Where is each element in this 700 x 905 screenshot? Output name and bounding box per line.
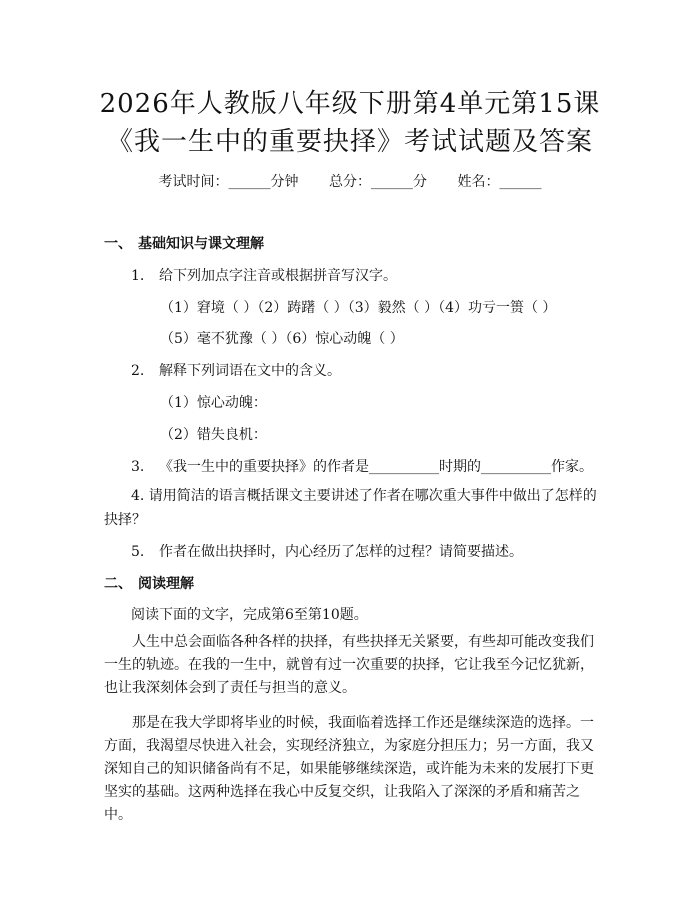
question-2-sub-1: （1）惊心动魄： xyxy=(160,395,267,411)
reading-instructions: 阅读下面的文字，完成第6至第10题。 xyxy=(131,607,368,623)
section-heading-basics xyxy=(104,233,264,253)
question-number: 3. xyxy=(131,459,145,475)
question-text: 解释下列词语在文中的含义。 xyxy=(159,363,341,379)
question-2-sub-2: （2）错失良机： xyxy=(160,427,267,443)
question-1 xyxy=(131,265,397,285)
section-title: 阅读理解 xyxy=(138,576,194,592)
section-number: 一、 xyxy=(104,236,132,252)
question-text: 《我一生中的重要抉择》的作者是__________时期的__________作家。 xyxy=(159,459,593,475)
question-number: 2. xyxy=(131,363,145,379)
page-title-line-2: 《我一生中的重要抉择》考试试题及答案 xyxy=(106,127,593,157)
question-text: 作者在做出抉择时，内心经历了怎样的过程？请简要描述。 xyxy=(159,544,523,560)
section-title: 基础知识与课文理解 xyxy=(138,236,264,252)
question-3 xyxy=(131,456,593,476)
total-score-field: 总分：______分 xyxy=(329,174,427,190)
reading-paragraph-1: 人生中总会面临各种各样的抉择，有些抉择无关紧要，有些却可能改变我们一生的轨迹。在我的一生中，就曾有过一次重要的抉择，它让我至今记忆犹新，也让我深刻体会到了责任与担当的意义。 xyxy=(104,634,594,696)
exam-time-field: 考试时间：______分钟 xyxy=(158,174,299,190)
section-heading-reading xyxy=(104,573,194,593)
question-2 xyxy=(131,360,341,380)
question-text: 给下列加点字注音或根据拼音写汉字。 xyxy=(159,268,397,284)
name-field: 姓名：______ xyxy=(457,174,542,190)
question-number: 1. xyxy=(131,268,145,284)
section-number: 二、 xyxy=(104,576,132,592)
question-5 xyxy=(131,541,523,561)
page-title-line-1: 2026年人教版八年级下册第4单元第15课 xyxy=(99,89,601,119)
question-4: 4. 请用简洁的语言概括课文主要讲述了作者在哪次重大事件中做出了怎样的抉择？ xyxy=(104,488,597,528)
question-number: 5. xyxy=(131,544,145,560)
reading-paragraph-2: 那是在我大学即将毕业的时候，我面临着选择工作还是继续深造的选择。一方面，我渴望尽快进入社会，实现经济独立，为家庭分担压力；另一方面，我又深知自己的知识储备尚有不足，如果能够继续深造，或许能为未来的发展打下更坚实的基础。这两种选择在我心中反复交织，让我陷入了深深的矛盾和痛苦之中。 xyxy=(104,715,594,823)
question-1-row-2: （5）毫不犹豫（ ）（6）惊心动魄（ ） xyxy=(160,331,404,347)
question-1-row-1: （1）窘境（ ）（2）踌躇（ ）（3）毅然（ ）（4）功亏一篑（ ） xyxy=(160,300,557,316)
exam-info xyxy=(0,171,700,191)
